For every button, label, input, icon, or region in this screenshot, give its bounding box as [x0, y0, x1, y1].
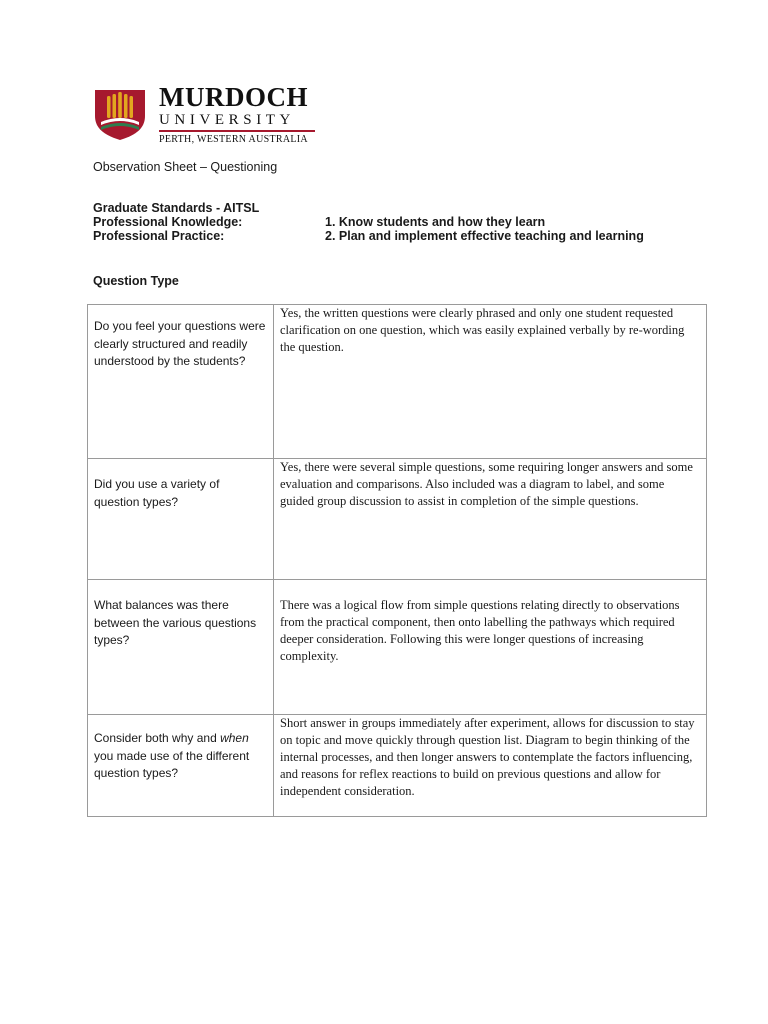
- question-text: Did you use a variety of question types?: [94, 477, 220, 509]
- table-row: [88, 305, 707, 459]
- question-text-pre: Consider both why and: [94, 731, 221, 745]
- table-row: [88, 459, 707, 580]
- practice-row: [93, 229, 644, 243]
- question-cell: [88, 715, 274, 817]
- standards-block: [93, 201, 644, 243]
- answer-text: There was a logical flow from simple questions relating directly to observations from the practical component, then onto labelling the pathways which required deeper consideration. Following this were longer questions of increasing complexity.: [280, 598, 680, 663]
- question-text-emphasis: when: [220, 731, 249, 745]
- standards-heading-text: Graduate Standards - AITSL: [93, 201, 260, 215]
- knowledge-row: [93, 215, 546, 229]
- answer-text: Yes, there were several simple questions, some requiring longer answers and some evaluation and comparisons. Also included was a diagram to label, and some guided group discussion to assist in completion of the simple questions.: [280, 460, 693, 508]
- answer-cell: [274, 459, 707, 580]
- question-text: [88, 715, 273, 783]
- knowledge-label: Professional Knowledge:: [93, 215, 243, 229]
- standards-heading: [93, 201, 259, 215]
- table-row: [88, 580, 707, 715]
- question-text-post: you made use of the different question types?: [94, 748, 250, 780]
- murdoch-crest-icon: [93, 86, 147, 140]
- question-cell: [88, 459, 274, 580]
- answer-cell: [274, 580, 707, 715]
- logo-name: MURDOCH: [159, 82, 308, 112]
- sheet-title: Observation Sheet – Questioning: [93, 160, 278, 174]
- logo-location: PERTH, WESTERN AUSTRALIA: [159, 134, 308, 145]
- question-table: [87, 304, 707, 817]
- question-text: Do you feel your questions were clearly structured and readily understood by the students?: [94, 319, 266, 368]
- knowledge-value: 1. Know students and how they learn: [325, 215, 546, 229]
- answer-text: Yes, the written questions were clearly phrased and only one student requested clarification on one question, which was easily explained verbally by re-wording the question.: [280, 306, 685, 354]
- murdoch-wordmark: [159, 84, 315, 146]
- murdoch-logo: [93, 84, 323, 146]
- practice-value: 2. Plan and implement effective teaching and learning: [325, 229, 644, 243]
- question-cell: [88, 580, 274, 715]
- logo-divider: [159, 130, 315, 132]
- question-cell: [88, 305, 274, 459]
- logo-university: UNIVERSITY: [159, 112, 295, 128]
- section-heading: Question Type: [93, 274, 179, 288]
- answer-cell: [274, 715, 707, 817]
- answer-text: Short answer in groups immediately after experiment, allows for discussion to stay on topic and move quickly through question list. Diagram to begin thinking of the internal processes, and then longer answers to contemplate the factors influencing, and reasons for reflex reactions to build on previous questions and allow for independent consideration.: [280, 716, 695, 798]
- answer-cell: [274, 305, 707, 459]
- practice-label: Professional Practice:: [93, 229, 225, 243]
- table-row: [88, 715, 707, 817]
- question-text: What balances was there between the various questions types?: [94, 598, 257, 647]
